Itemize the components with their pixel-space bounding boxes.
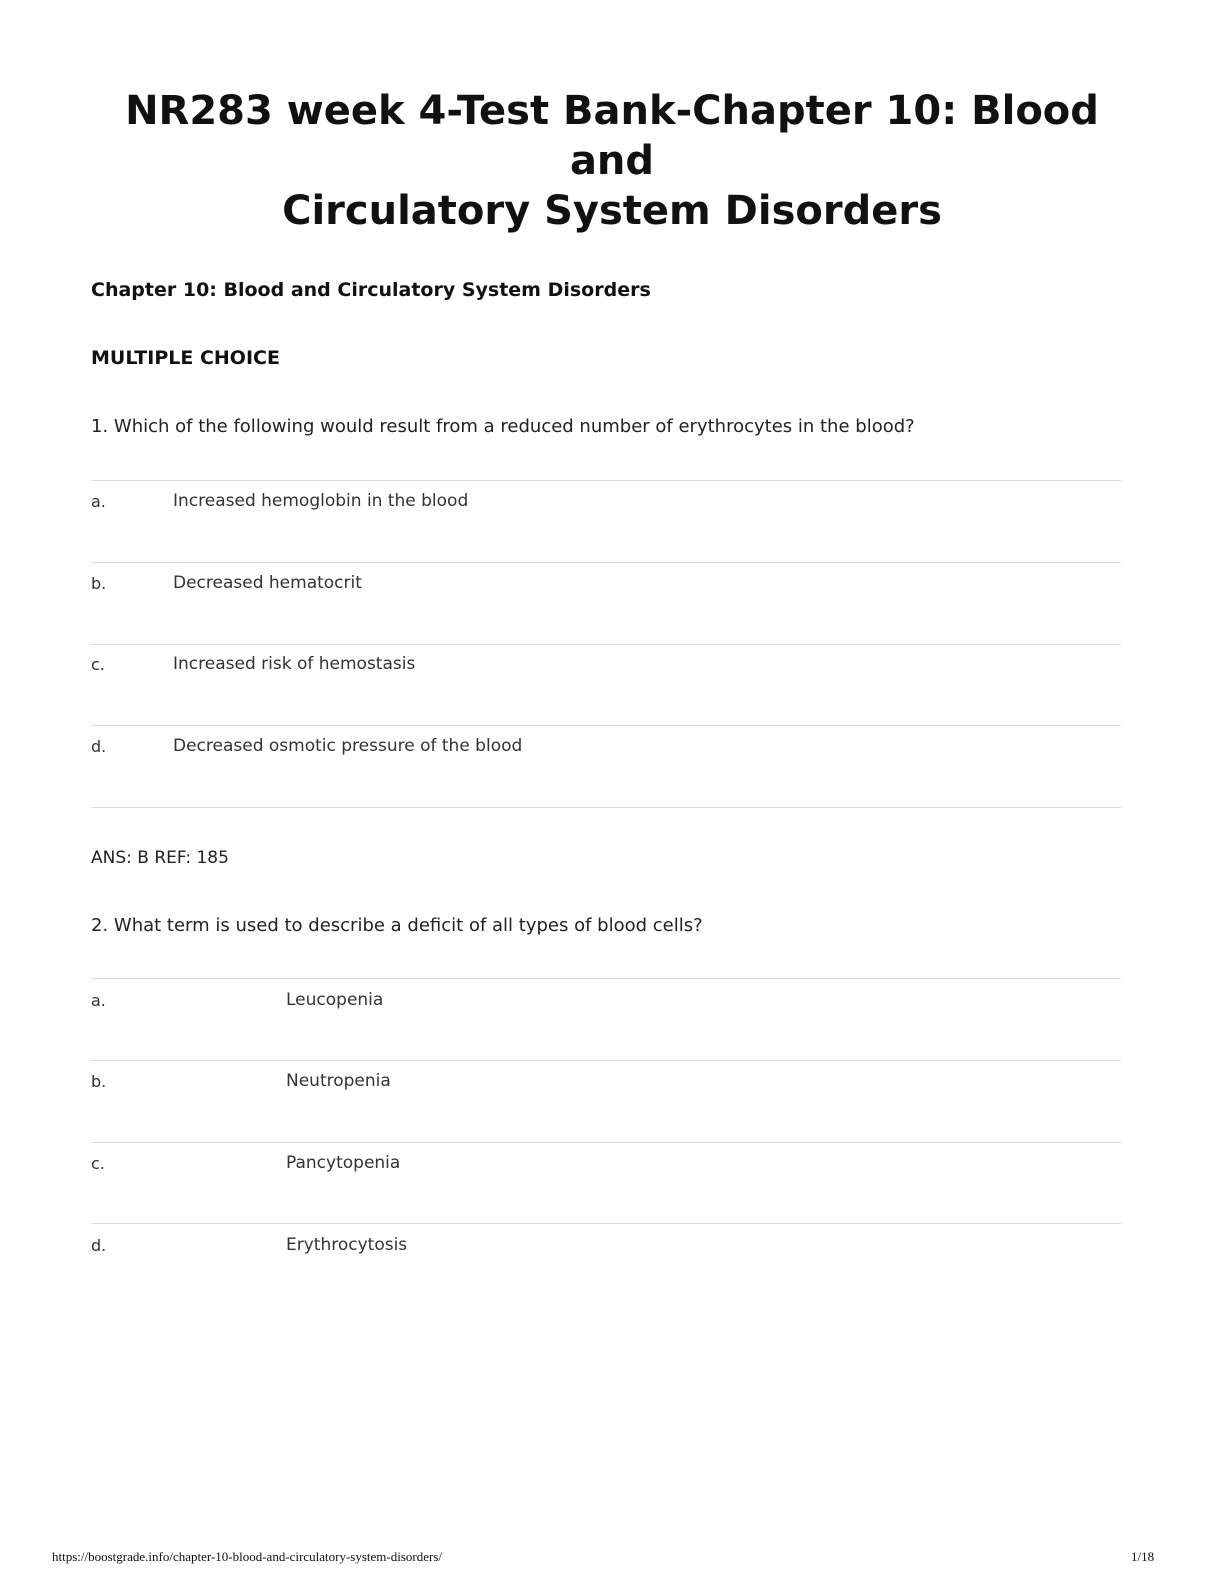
document-title-line-2: Circulatory System Disorders xyxy=(282,188,942,234)
chapter-heading: Chapter 10: Blood and Circulatory System Disorders xyxy=(91,279,651,301)
question-1-answer: ANS: B REF: 185 xyxy=(91,848,229,868)
question-2-option-a-letter: a. xyxy=(91,991,106,1010)
divider xyxy=(91,1060,1121,1061)
question-1-option-c-text: Increased risk of hemostasis xyxy=(173,654,416,674)
question-2-option-d-letter: d. xyxy=(91,1236,107,1255)
question-1-option-d-text: Decreased osmotic pressure of the blood xyxy=(173,736,523,756)
divider xyxy=(91,1142,1121,1143)
divider xyxy=(91,725,1121,726)
question-1-option-a-letter: a. xyxy=(91,492,106,511)
question-1-option-c-letter: c. xyxy=(91,655,105,674)
footer-url: https://boostgrade.info/chapter-10-blood-and-circulatory-system-disorders/ xyxy=(52,1549,442,1564)
section-heading: MULTIPLE CHOICE xyxy=(91,347,280,369)
document-title xyxy=(90,86,1134,236)
page-number: 1/18 xyxy=(1131,1549,1155,1564)
question-2-option-c-text: Pancytopenia xyxy=(286,1153,401,1173)
divider xyxy=(91,644,1121,645)
question-2-text: 2. What term is used to describe a deficit of all types of blood cells? xyxy=(91,915,703,936)
question-1-option-b-letter: b. xyxy=(91,574,107,593)
question-1-option-a-text: Increased hemoglobin in the blood xyxy=(173,491,469,511)
question-1-option-b-text: Decreased hematocrit xyxy=(173,573,362,593)
question-2-option-a-text: Leucopenia xyxy=(286,990,384,1010)
question-1-option-d-letter: d. xyxy=(91,737,107,756)
divider xyxy=(91,807,1121,808)
divider xyxy=(91,480,1121,481)
divider xyxy=(91,562,1121,563)
question-2-option-b-letter: b. xyxy=(91,1072,107,1091)
question-2-option-c-letter: c. xyxy=(91,1154,105,1173)
divider xyxy=(91,978,1121,979)
divider xyxy=(91,1223,1121,1224)
question-2-option-d-text: Erythrocytosis xyxy=(286,1235,408,1255)
document-title-line-1: NR283 week 4-Test Bank-Chapter 10: Blood and xyxy=(125,88,1099,184)
question-2-option-b-text: Neutropenia xyxy=(286,1071,391,1091)
question-1-text: 1. Which of the following would result from a reduced number of erythrocytes in the blood? xyxy=(91,416,915,437)
